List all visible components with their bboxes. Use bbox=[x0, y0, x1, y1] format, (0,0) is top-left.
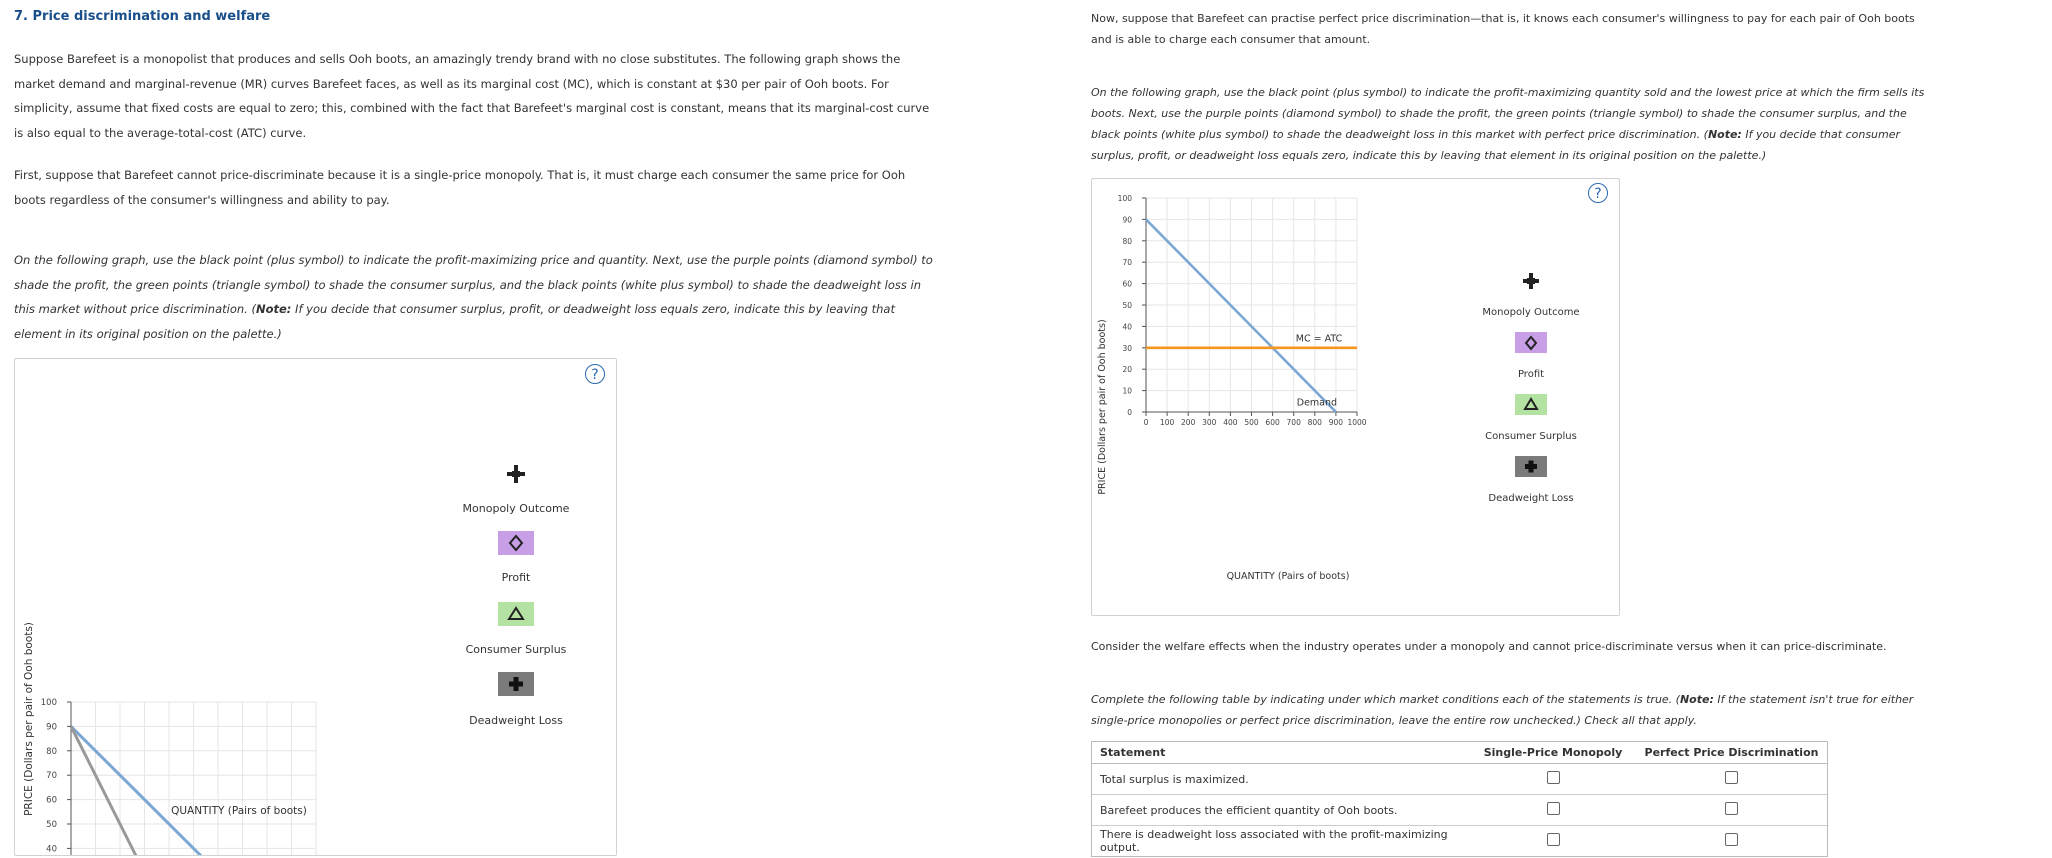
note-label-3: Note: bbox=[1679, 693, 1714, 706]
instructions-graph1 bbox=[14, 248, 939, 346]
statement-table-container bbox=[1091, 741, 1828, 857]
monopoly-outcome-tool[interactable] bbox=[1523, 273, 1539, 289]
y-tick-label: 70 bbox=[1122, 258, 1132, 268]
deadweight-loss-label: Deadweight Loss bbox=[469, 714, 563, 727]
x-tick-label: 700 bbox=[1286, 418, 1301, 427]
single-price-checkbox[interactable] bbox=[1547, 833, 1560, 846]
instructions-graph2-text-end: If you decide that consumer surplus, profit, or deadweight loss equals zero, indicate this by leaving that element in its original position on the palette.) bbox=[1091, 128, 1901, 162]
y-tick-label: 90 bbox=[1122, 215, 1132, 225]
instructions-graph1-text-end: If you decide that consumer surplus, profit, or deadweight loss equals zero, indicate this by leaving that element in its original position on the palette.) bbox=[14, 302, 895, 341]
y-tick-label: 100 bbox=[40, 698, 57, 708]
instructions-table bbox=[1091, 689, 1931, 731]
monopoly-outcome-tool[interactable] bbox=[507, 465, 525, 483]
y-tick-label: 30 bbox=[1122, 343, 1132, 353]
single-price-paragraph: First, suppose that Barefeet cannot price-discriminate because it is a single-price monopoly. That is, it must charge each consumer the same price for Ooh boots regardless of the consumer's willingness and ability to pay. bbox=[14, 168, 906, 207]
x-axis-label: QUANTITY (Pairs of boots) bbox=[1226, 571, 1350, 582]
y-tick-label: 50 bbox=[46, 820, 57, 830]
series-line-mr bbox=[71, 726, 181, 855]
x-tick-label: 100 bbox=[1159, 418, 1175, 427]
table-row bbox=[1092, 795, 1827, 826]
y-axis-label: PRICE (Dollars per pair of Ooh boots) bbox=[1097, 319, 1108, 495]
y-tick-label: 80 bbox=[46, 746, 57, 757]
curve-label-demand: Demand bbox=[1296, 397, 1338, 409]
perfect-price-checkbox[interactable] bbox=[1725, 802, 1738, 815]
y-tick-label: 0 bbox=[1127, 408, 1132, 417]
instructions-graph2-text: On the following graph, use the black point (plus symbol) to indicate the profit-maximizing quantity sold and the lowest price at which the firm sells its boots. Next, use the purple points (diamond symbol) to shade the profit, the green points (triangle symbol) to shade the consumer surplus, and the black points (white plus symbol) to shade the deadweight loss in this market with perfect price discrimination. ( bbox=[1091, 86, 1925, 141]
profit-label: Profit bbox=[501, 571, 531, 584]
single-price-checkbox[interactable] bbox=[1547, 802, 1560, 815]
y-tick-label: 40 bbox=[1122, 322, 1132, 332]
single-price-checkbox[interactable] bbox=[1547, 771, 1560, 784]
y-tick-label: 80 bbox=[1122, 236, 1132, 246]
welfare-paragraph: Consider the welfare effects when the industry operates under a monopoly and cannot price-discriminate versus when it can price-discriminate. bbox=[1091, 640, 1887, 653]
y-tick-label: 20 bbox=[1122, 365, 1132, 375]
y-tick-label: 100 bbox=[1117, 194, 1132, 203]
x-tick-label: 400 bbox=[1223, 418, 1238, 427]
x-tick-label: 600 bbox=[1265, 418, 1280, 427]
y-tick-label: 50 bbox=[1122, 301, 1132, 310]
instructions-graph1-text: On the following graph, use the black point (plus symbol) to indicate the profit-maximizing price and quantity. Next, use the purple points (diamond symbol) to shade the profit, the green points (triangle symbol) to shade the consumer surplus, and the black points (white plus symbol) to shade the deadweight loss in this market without price discrimination. ( bbox=[14, 253, 933, 316]
x-tick-label: 500 bbox=[1244, 418, 1259, 427]
y-tick-label: 10 bbox=[1122, 386, 1132, 396]
monopoly-outcome-label: Monopoly Outcome bbox=[1482, 307, 1580, 318]
deadweight-loss-tool[interactable] bbox=[498, 672, 534, 696]
graph1-svg[interactable] bbox=[15, 359, 616, 855]
header-perfect-price: Perfect Price Discrimination bbox=[1636, 742, 1827, 764]
x-tick-label: 1000 bbox=[1347, 418, 1367, 427]
graph1-axes bbox=[41, 698, 327, 855]
perfect-discrimination-paragraph: Now, suppose that Barefeet can practise perfect price discrimination—that is, it knows each consumer's willingness to pay for each pair of Ooh boots and is able to charge each consumer that amount. bbox=[1091, 12, 1915, 46]
note-label: Note: bbox=[255, 302, 292, 316]
graph2-container bbox=[1091, 178, 1620, 616]
graph1-grid bbox=[71, 702, 316, 855]
x-axis-label: QUANTITY (Pairs of boots) bbox=[171, 805, 307, 817]
help-icon[interactable]: ? bbox=[585, 364, 605, 384]
y-tick-label: 40 bbox=[46, 844, 57, 855]
consumer-surplus-tool[interactable] bbox=[1515, 394, 1547, 415]
consumer-surplus-label: Consumer Surplus bbox=[465, 643, 567, 656]
y-tick-label: 60 bbox=[46, 795, 57, 806]
profit-label: Profit bbox=[1517, 369, 1545, 380]
deadweight-loss-tool[interactable] bbox=[1515, 456, 1547, 477]
instructions-table-text: Complete the following table by indicating under which market conditions each of the statements is true. ( bbox=[1091, 693, 1680, 706]
series-line-demand bbox=[1146, 219, 1336, 412]
instructions-table-text-end: If the statement isn't true for either single-price monopolies or perfect price discrimination, leave the entire row unchecked.) Check all that apply. bbox=[1091, 693, 1914, 727]
statement-table bbox=[1092, 742, 1827, 856]
note-label-2: Note: bbox=[1707, 128, 1742, 141]
deadweight-loss-label: Deadweight Loss bbox=[1488, 493, 1574, 504]
y-axis-label: PRICE (Dollars per pair of Ooh boots) bbox=[23, 622, 35, 816]
question-title: 7. Price discrimination and welfare bbox=[14, 9, 271, 24]
x-tick-label: 800 bbox=[1307, 418, 1322, 427]
y-tick-label: 90 bbox=[46, 722, 57, 733]
consumer-surplus-label: Consumer Surplus bbox=[1485, 431, 1577, 442]
statement-cell: Total surplus is maximized. bbox=[1092, 764, 1470, 795]
graph2-svg[interactable] bbox=[1092, 179, 1619, 615]
graph2-grid bbox=[1146, 198, 1357, 412]
table-row bbox=[1092, 764, 1827, 795]
statement-cell: There is deadweight loss associated with the profit-maximizing output. bbox=[1092, 826, 1470, 857]
graph1-container bbox=[14, 358, 617, 856]
x-tick-label: 300 bbox=[1202, 418, 1217, 427]
header-statement: Statement bbox=[1092, 742, 1470, 764]
x-tick-label: 900 bbox=[1328, 418, 1344, 427]
x-tick-label: 200 bbox=[1181, 418, 1196, 427]
table-row bbox=[1092, 826, 1827, 857]
help-icon[interactable]: ? bbox=[1588, 183, 1608, 203]
profit-tool[interactable] bbox=[498, 531, 534, 555]
curve-label-mc-atc: MC = ATC bbox=[1295, 333, 1343, 345]
y-tick-label: 60 bbox=[1122, 279, 1132, 289]
y-tick-label: 70 bbox=[46, 771, 57, 782]
monopoly-outcome-label: Monopoly Outcome bbox=[462, 502, 570, 515]
header-single-price: Single-Price Monopoly bbox=[1470, 742, 1636, 764]
x-tick-label: 0 bbox=[1143, 418, 1149, 427]
perfect-price-checkbox[interactable] bbox=[1725, 771, 1738, 784]
black-plus-icon bbox=[1523, 273, 1539, 289]
profit-tool[interactable] bbox=[1515, 332, 1547, 353]
statement-cell: Barefeet produces the efficient quantity of Ooh boots. bbox=[1092, 795, 1470, 826]
consumer-surplus-tool[interactable] bbox=[498, 602, 534, 626]
perfect-price-checkbox[interactable] bbox=[1725, 833, 1738, 846]
black-plus-icon bbox=[507, 465, 525, 483]
instructions-graph2 bbox=[1091, 82, 1931, 166]
intro-paragraph: Suppose Barefeet is a monopolist that produces and sells Ooh boots, an amazingly trendy brand with no close substitutes. The following graph shows the market demand and marginal-revenue (MR) curves Barefeet faces, as well as its marginal cost (MC), which is constant at $30 per pair of Ooh boots. For simplicity, assume that fixed costs are equal to zero; this, combined with the fact that Barefeet's marginal cost is constant, means that its marginal-cost curve is also equal to the average-total-cost (ATC) curve. bbox=[14, 52, 930, 140]
